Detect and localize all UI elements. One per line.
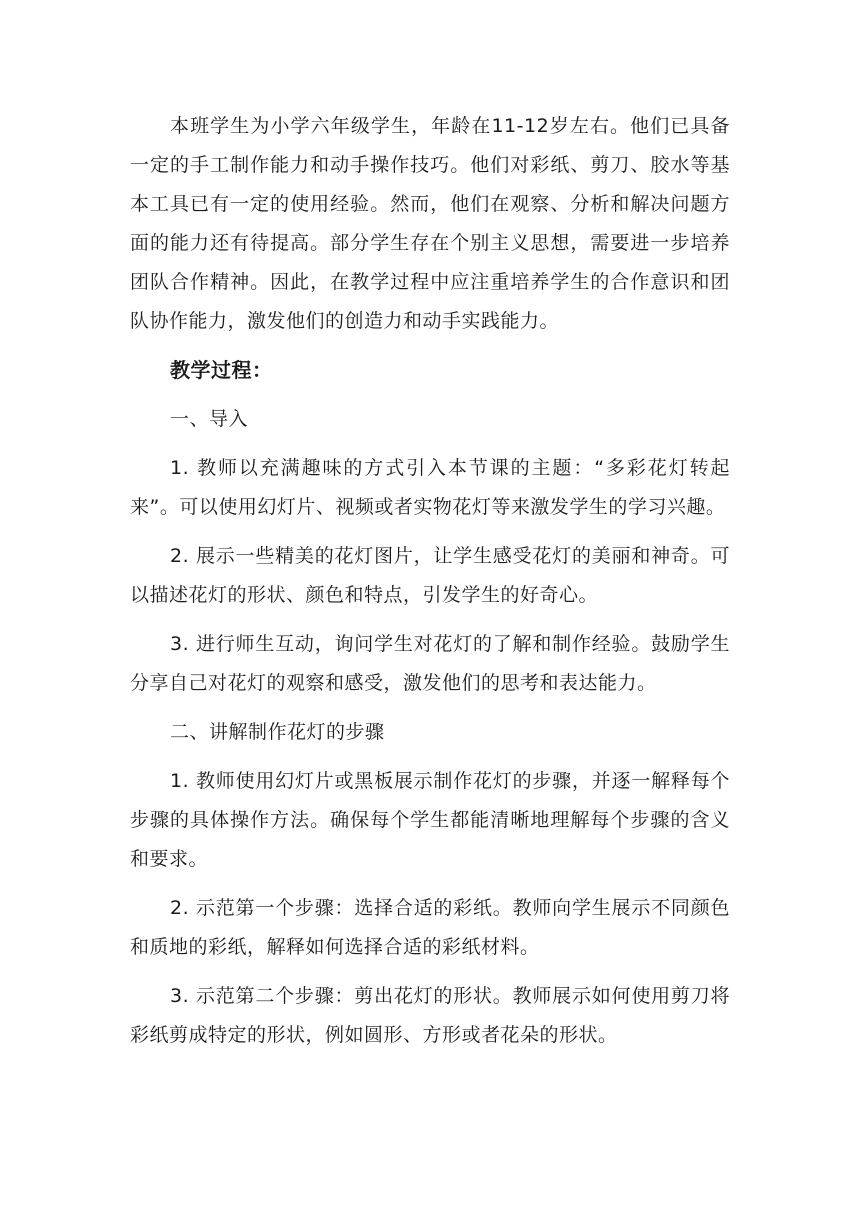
intro-paragraph: 本班学生为小学六年级学生，年龄在11-12岁左右。他们已具备一定的手工制作能力和动手操作技巧。他们对彩纸、剪刀、胶水等基本工具已有一定的使用经验。然而，他们在观察、分析和解决问题方面的能力还有待提高。部分学生存在个别主义思想，需要进一步培养团队合作精神。因此，在教学过程中应注重培养学生的合作意识和团队协作能力，激发他们的创造力和动手实践能力。: [130, 115, 730, 332]
section-title-intro: 一、导入: [170, 408, 249, 430]
list-item: 3. 进行师生互动，询问学生对花灯的了解和制作经验。鼓励学生分享自己对花灯的观察和感受，激发他们的思考和表达能力。: [130, 633, 730, 694]
document-body: [130, 107, 730, 1055]
list-item: 1. 教师使用幻灯片或黑板展示制作花灯的步骤，并逐一解释每个步骤的具体操作方法。确保每个学生都能清晰地理解每个步骤的含义和要求。: [130, 770, 730, 870]
list-item: 1. 教师以充满趣味的方式引入本节课的主题：“多彩花灯转起来”。可以使用幻灯片、视频或者实物花灯等来激发学生的学习兴趣。: [130, 457, 730, 518]
section-title-steps: 二、讲解制作花灯的步骤: [170, 721, 385, 743]
list-item: 3. 示范第二个步骤：剪出花灯的形状。教师展示如何使用剪刀将彩纸剪成特定的形状，例如圆形、方形或者花朵的形状。: [130, 985, 730, 1046]
process-heading: 教学过程：: [170, 358, 273, 382]
list-item: 2. 示范第一个步骤：选择合适的彩纸。教师向学生展示不同颜色和质地的彩纸，解释如何选择合适的彩纸材料。: [130, 897, 730, 958]
list-item: 2. 展示一些精美的花灯图片，让学生感受花灯的美丽和神奇。可以描述花灯的形状、颜色和特点，引发学生的好奇心。: [130, 545, 730, 606]
